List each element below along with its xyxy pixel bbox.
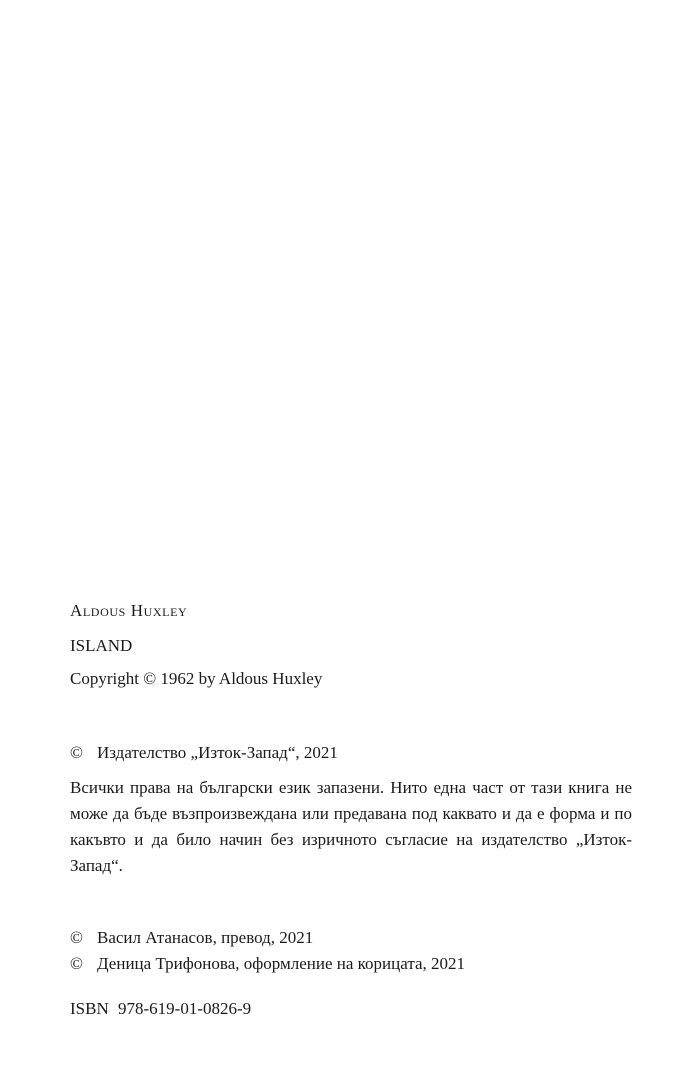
copyright-symbol: © — [70, 928, 83, 947]
copyright-symbol: © — [70, 954, 83, 973]
publisher-copyright-text: Издателство „Изток-Запад“, 2021 — [97, 743, 338, 762]
cover-design-copyright-text: Деница Трифонова, оформление на корицата, 2021 — [97, 954, 466, 973]
original-title: ISLAND — [70, 636, 133, 655]
cover-design-copyright — [70, 953, 465, 975]
rights-notice: Всички права на български език запазени. Нито една част от тази книга не може да бъде възпроизвеждана или предавана под каквато и да е форма и по какъвто и да било начин без изричното съгласие на издателство „Изток-Запад“. — [70, 778, 632, 875]
author-name: Aldous Huxley — [70, 601, 188, 620]
isbn-line — [70, 998, 251, 1020]
copyright-symbol: © — [70, 743, 83, 762]
translator-copyright-text: Васил Атанасов, превод, 2021 — [97, 928, 314, 947]
isbn-label: ISBN — [70, 999, 109, 1018]
translator-copyright — [70, 927, 313, 949]
publisher-copyright — [70, 742, 338, 764]
original-copyright: Copyright © 1962 by Aldous Huxley — [70, 669, 323, 688]
isbn-number: 978-619-01-0826-9 — [118, 999, 252, 1018]
colophon-page — [70, 0, 630, 1075]
